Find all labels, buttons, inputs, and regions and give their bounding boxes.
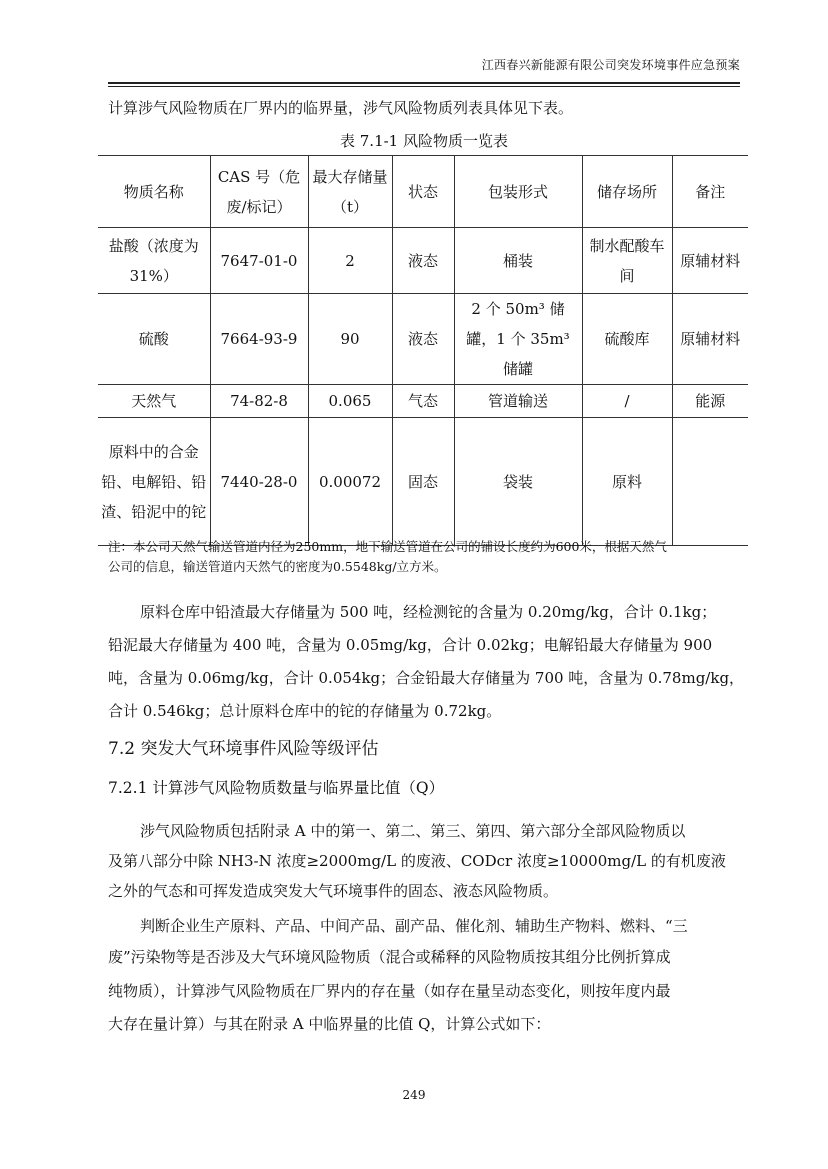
table-cell: 气态 (392, 385, 454, 418)
paragraph-line: 之外的气态和可挥发造成突发大气环境事件的固态、液态风险物质。 (108, 882, 559, 900)
paragraph-line: 大存在量计算）与其在附录 A 中临界量的比值 Q，计算公式如下： (108, 1015, 551, 1033)
table-cell: 制水配酸车间 (582, 228, 672, 294)
table-header-row (98, 156, 748, 228)
paragraph-line: 判断企业生产原料、产品、中间产品、副产品、催化剂、辅助生产物料、燃料、“三 (140, 917, 688, 935)
table-cell: 2 (308, 228, 392, 294)
risk-substance-table (98, 155, 748, 546)
table-cell: 7664-93-9 (210, 294, 308, 385)
table-row (98, 385, 748, 418)
header-cell: 包装形式 (454, 156, 582, 228)
table-cell: 袋装 (454, 418, 582, 546)
table-cell: 天然气 (98, 385, 210, 418)
table-note-line: 注：本公司天然气输送管道内径为250mm，地下输送管道在公司的铺设长度约为600米，根据天然气 (108, 539, 667, 554)
paragraph-line: 合计 0.546kg；总计原料仓库中的铊的存储量为 0.72kg。 (108, 702, 502, 720)
table-cell: / (582, 385, 672, 418)
table-caption: 表 7.1-1 风险物质一览表 (339, 132, 508, 150)
paragraph-line: 吨，含量为 0.06mg/kg，合计 0.054kg；合金铅最大存储量为 700 吨，含量为 0.78mg/kg， (108, 669, 745, 687)
header-cell: 最大存储量（t） (308, 156, 392, 228)
header-rule-thin (108, 86, 740, 87)
table-cell: 液态 (392, 228, 454, 294)
table-row (98, 228, 748, 294)
paragraph-line: 废”污染物等是否涉及大气环境风险物质（混合或稀释的风险物质按其组分比例折算成 (108, 948, 671, 966)
table-cell: 原辅材料 (672, 228, 748, 294)
table-cell: 盐酸（浓度为31%） (98, 228, 210, 294)
table-cell: 90 (308, 294, 392, 385)
header-cell: 物质名称 (98, 156, 210, 228)
table-cell: 能源 (672, 385, 748, 418)
table-cell: 0.00072 (308, 418, 392, 546)
table-cell: 7440-28-0 (210, 418, 308, 546)
paragraph-line: 纯物质），计算涉气风险物质在厂界内的存在量（如存在量呈动态变化，则按年度内最 (108, 982, 671, 1000)
paragraph-line: 及第八部分中除 NH3-N 浓度≥2000mg/L 的废液、CODcr 浓度≥10000mg/L 的有机废液 (108, 852, 726, 870)
table-cell: 7647-01-0 (210, 228, 308, 294)
paragraph-line: 涉气风险物质包括附录 A 中的第一、第二、第三、第四、第六部分全部风险物质以 (140, 822, 686, 840)
header-rule-thick (108, 82, 740, 84)
table-cell: 原料中的合金铅、电解铅、铅渣、铅泥中的铊 (98, 418, 210, 546)
paragraph-line: 铅泥最大存储量为 400 吨，含量为 0.05mg/kg，合计 0.02kg；电解铅最大存储量为 900 (108, 636, 713, 654)
running-header: 江西春兴新能源有限公司突发环境事件应急预案 (481, 58, 740, 72)
header-cell: 状态 (392, 156, 454, 228)
table-row (98, 294, 748, 385)
intro-line: 计算涉气风险物质在厂界内的临界量，涉气风险物质列表具体见下表。 (108, 99, 574, 117)
table-cell: 74-82-8 (210, 385, 308, 418)
table-cell: 管道输送 (454, 385, 582, 418)
page-number: 249 (402, 1088, 426, 1102)
table-row (98, 418, 748, 546)
header-cell: CAS 号（危废/标记） (210, 156, 308, 228)
table-cell (672, 418, 748, 546)
paragraph-line: 原料仓库中铅渣最大存储量为 500 吨，经检测铊的含量为 0.20mg/kg，合计 0.1kg； (140, 603, 717, 621)
table-cell: 桶装 (454, 228, 582, 294)
table-cell: 液态 (392, 294, 454, 385)
table-cell: 原料 (582, 418, 672, 546)
table-cell: 原辅材料 (672, 294, 748, 385)
header-cell: 储存场所 (582, 156, 672, 228)
section-heading: 7.2 突发大气环境事件风险等级评估 (108, 739, 379, 759)
table-cell: 硫酸库 (582, 294, 672, 385)
table-cell: 固态 (392, 418, 454, 546)
subsection-heading: 7.2.1 计算涉气风险物质数量与临界量比值（Q） (108, 779, 445, 797)
table-cell: 0.065 (308, 385, 392, 418)
table-note-line: 公司的信息，输送管道内天然气的密度为0.5548kg/立方米。 (108, 559, 447, 574)
table-cell: 2 个 50m³ 储罐，1 个 35m³ 储罐 (454, 294, 582, 385)
table-cell: 硫酸 (98, 294, 210, 385)
header-cell: 备注 (672, 156, 748, 228)
